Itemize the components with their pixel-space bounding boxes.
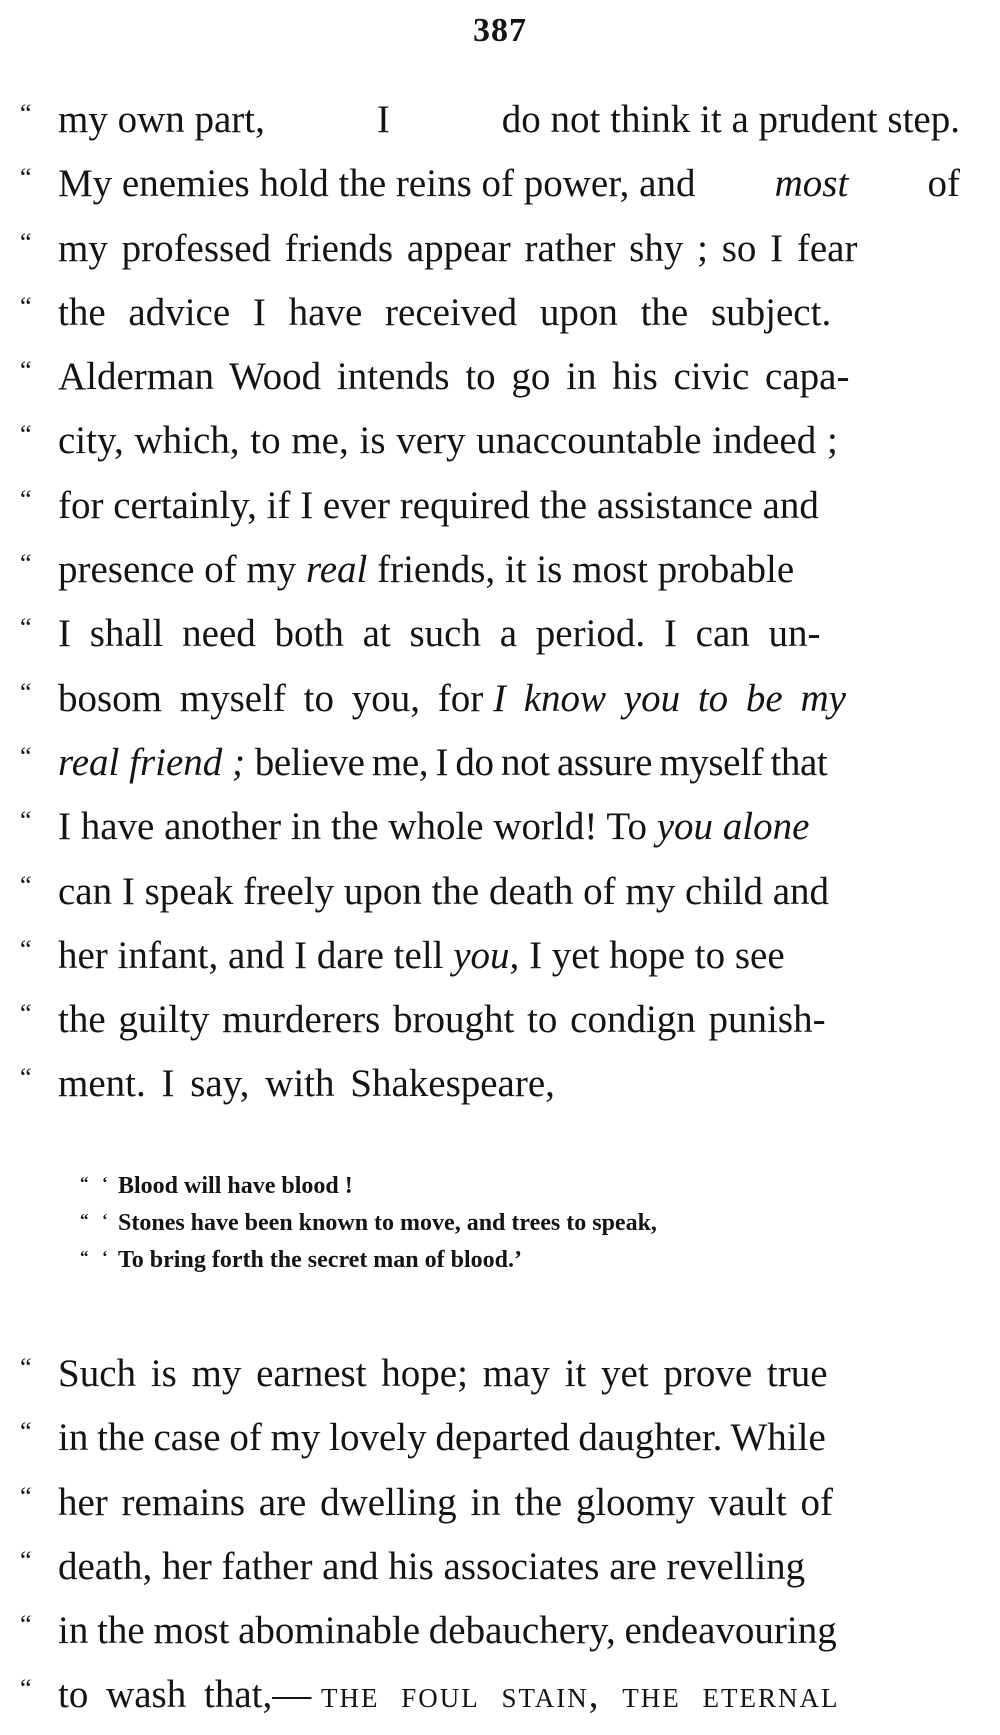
line-text: ment. I say, with Shakespeare, bbox=[58, 1062, 555, 1106]
line-text: I bbox=[376, 98, 390, 141]
line-text: believe me, I do not assure myself that bbox=[254, 740, 828, 784]
opening-quote-mark: “ bbox=[20, 999, 32, 1029]
opening-quote-mark: “ bbox=[20, 1063, 32, 1093]
text-line bbox=[20, 1599, 960, 1663]
opening-quote-mark: “ bbox=[20, 934, 32, 964]
text-line bbox=[20, 1471, 960, 1535]
italic-emphasis: real bbox=[305, 548, 368, 592]
text-line bbox=[20, 1663, 960, 1727]
opening-quote-mark: “ bbox=[20, 870, 32, 900]
text-line bbox=[20, 281, 960, 345]
line-text: I shall need both at such a period. I can un- bbox=[58, 612, 821, 656]
line-text: presence of my bbox=[58, 548, 297, 592]
text-line bbox=[20, 474, 960, 538]
opening-quote-mark: “ bbox=[20, 613, 32, 643]
text-line bbox=[20, 667, 960, 731]
text-line bbox=[20, 88, 960, 152]
opening-quote-mark: “ bbox=[20, 806, 32, 836]
paragraph-letter-part-2 bbox=[20, 1342, 960, 1728]
opening-quote-mark: “ bbox=[20, 227, 32, 257]
line-text: to wash that,— bbox=[58, 1673, 312, 1717]
text-line bbox=[20, 538, 960, 602]
text-line bbox=[20, 1535, 960, 1599]
text-line bbox=[20, 795, 960, 859]
page-number: 387 bbox=[473, 12, 527, 49]
line-text: my own part, bbox=[58, 98, 265, 141]
line-text: death, her father and his associates are revelling bbox=[58, 1544, 806, 1588]
opening-quote-mark: “ bbox=[20, 163, 32, 193]
opening-quote-mark: “ bbox=[20, 356, 32, 386]
text-line bbox=[20, 924, 960, 988]
opening-quote-mark: “ bbox=[20, 1481, 32, 1511]
opening-quote-mark: “ bbox=[20, 741, 32, 771]
line-text: for certainly, if I ever required the assistance and bbox=[58, 483, 819, 527]
opening-quote-mark: “ bbox=[20, 420, 32, 450]
text-line bbox=[20, 152, 960, 216]
opening-quote-mark: “ bbox=[20, 291, 32, 321]
line-text: in the case of my lovely departed daughter. While bbox=[58, 1416, 826, 1460]
line-text: do not think it a prudent step. bbox=[501, 98, 960, 141]
text-line bbox=[20, 988, 960, 1052]
line-text: in the most abominable debauchery, endeavouring bbox=[58, 1609, 837, 1653]
italic-emphasis: you, bbox=[453, 933, 520, 977]
verse-quotation bbox=[80, 1168, 940, 1279]
italic-emphasis: I know you to be my bbox=[492, 676, 846, 720]
italic-emphasis: most bbox=[774, 162, 849, 206]
text-line bbox=[20, 1052, 960, 1116]
opening-quote-mark: “ bbox=[20, 484, 32, 514]
line-text: Such is my earnest hope; may it yet prove true bbox=[58, 1352, 828, 1395]
line-text: city, which, to me, is very unaccountable indeed ; bbox=[58, 419, 838, 463]
line-text: I yet hope to see bbox=[529, 933, 785, 977]
line-text: her infant, and I dare tell bbox=[58, 933, 444, 977]
text-line bbox=[20, 217, 960, 281]
paragraph-letter-part-1 bbox=[20, 88, 960, 1117]
text-line bbox=[20, 1342, 960, 1406]
line-text: can I speak freely upon the death of my child and bbox=[58, 869, 830, 913]
line-text: bosom myself to you, for bbox=[58, 676, 484, 720]
line-text: of bbox=[927, 162, 960, 206]
verse-line: “ ‘ Blood will have blood ! bbox=[80, 1173, 353, 1199]
verse-line: “ ‘ To bring forth the secret man of blood.’ bbox=[80, 1247, 522, 1273]
line-text: My enemies hold the reins of power, and bbox=[58, 162, 696, 206]
line-text: her remains are dwelling in the gloomy vault of bbox=[58, 1480, 833, 1524]
opening-quote-mark: “ bbox=[20, 1610, 32, 1640]
opening-quote-mark: “ bbox=[20, 1674, 32, 1704]
italic-emphasis: real friend ; bbox=[58, 740, 246, 784]
line-text: the advice I have received upon the subject. bbox=[58, 290, 832, 334]
text-line bbox=[20, 345, 960, 409]
line-text: my professed friends appear rather shy ; so I fear bbox=[58, 226, 858, 270]
text-line bbox=[20, 409, 960, 473]
line-text: I have another in the whole world! To bbox=[58, 805, 647, 849]
verse-line: “ ‘ Stones have been known to move, and trees to speak, bbox=[80, 1210, 657, 1236]
opening-quote-mark: “ bbox=[20, 99, 32, 128]
line-text: friends, it is most probable bbox=[377, 548, 795, 592]
opening-quote-mark: “ bbox=[20, 1417, 32, 1447]
opening-quote-mark: “ bbox=[20, 1353, 32, 1382]
opening-quote-mark: “ bbox=[20, 1545, 32, 1575]
line-text: Alderman Wood intends to go in his civic capa- bbox=[58, 355, 850, 399]
opening-quote-mark: “ bbox=[20, 549, 32, 579]
line-text: the guilty murderers brought to condign punish- bbox=[58, 998, 826, 1042]
small-caps-emphasis: the foul stain, the eternal bbox=[320, 1673, 840, 1717]
text-line bbox=[20, 602, 960, 666]
opening-quote-mark: “ bbox=[20, 677, 32, 707]
text-line bbox=[20, 1406, 960, 1470]
text-line bbox=[20, 860, 960, 924]
text-line bbox=[20, 731, 960, 795]
italic-emphasis: you alone bbox=[656, 805, 810, 849]
